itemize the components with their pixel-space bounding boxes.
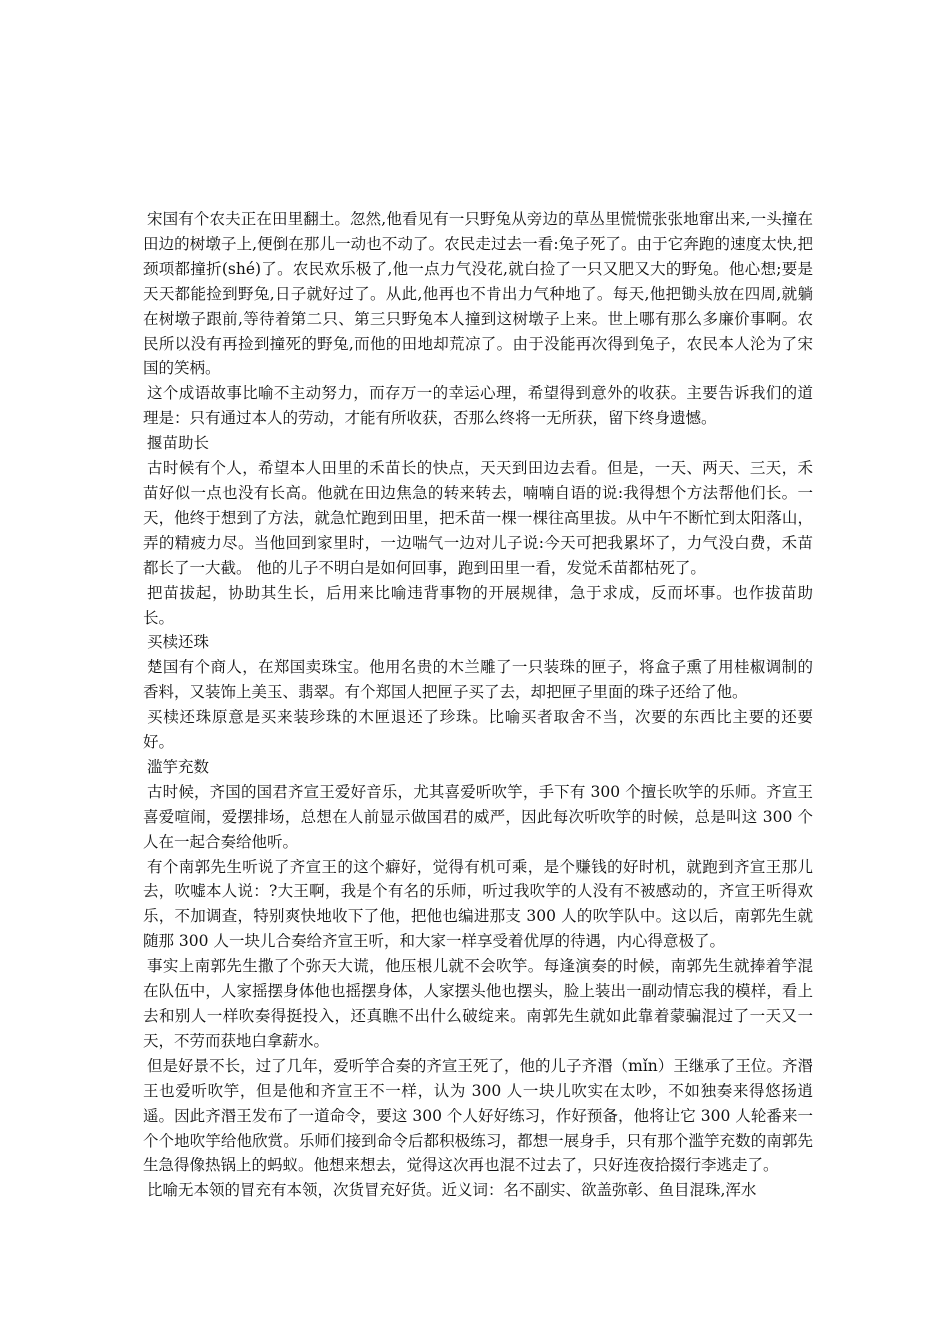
moral-paragraph-shouzhudaitu: 这个成语故事比喻不主动努力，而存万一的幸运心理，希望得到意外的收获。主要告诉我们的道理是：只有通过本人的劳动，才能有所收获，否那么终将一无所获，留下终身遗憾。 [143,384,813,428]
moral-paragraph-lanyuchongshu: 比喻无本领的冒充有本领，次货冒充好货。近义词：名不副实、欲盖弥彰、鱼目混珠,浑水 [147,1181,757,1200]
moral-paragraph-yamiaozhuzhang: 把苗拔起，协助其生长，后用来比喻违背事物的开展规律，急于求成，反而坏事。也作拔苗助长。 [143,583,813,627]
moral-paragraph-maiduhuanzhu: 买椟还珠原意是买来装珍珠的木匣退还了珍珠。比喻买者取舍不当，次要的东西比主要的还要好。 [143,708,813,752]
story-paragraph-maiduhuanzhu: 楚国有个商人，在郑国卖珠宝。他用名贵的木兰雕了一只装珠的匣子，将盒子熏了用桂椒调制的香料，又装饰上美玉、翡翠。有个郑国人把匣子买了去，却把匣子里面的珠子还给了他。 [143,658,813,702]
section-title-lanyuchongshu: 滥竽充数 [147,757,210,776]
story-paragraph-lanyuchongshu-3: 事实上南郭先生撒了个弥天大谎，他压根儿就不会吹竽。每逢演奏的时候，南郭先生就捧着竽混在队伍中，人家摇摆身体他也摇摆身体，人家摆头他也摆头，脸上装出一副动情忘我的模样，看上去和别人一样吹奏得挺投入，还真瞧不出什么破绽来。南郭先生就如此靠着蒙骗混过了一天又一天，不劳而获地白拿薪水。 [143,957,813,1050]
story-paragraph-lanyuchongshu-4: 但是好景不长，过了几年，爱听竽合奏的齐宣王死了，他的儿子齐湣（mǐn）王继承了王位。齐湣王也爱听吹竽，但是他和齐宣王不一样，认为 300 人一块儿吹实在太吵，不如独奏来得悠扬逍遥。因此齐湣王发布了一道命令，要这 300 个人好好练习，作好预备，他将让它 300 人轮番来一个个地吹竽给他欣赏。乐师们接到命令后都积极练习，都想一展身手，只有那个滥竽充数的南郭先生急得像热锅上的蚂蚁。他想来想去，觉得这次再也混不过去了，只好连夜拾掇行李逃走了。 [143,1056,813,1175]
section-title-yamiaozhuzhang: 揠苗助长 [147,434,210,453]
story-paragraph-shouzhudaitu: 宋国有个农夫正在田里翻土。忽然,他看见有一只野兔从旁边的草丛里慌慌张张地窜出来,一头撞在田边的树墩子上,便倒在那儿一动也不动了。农民走过去一看:兔子死了。由于它奔跑的速度太快,把颈项都撞折(shé)了。农民欢乐极了,他一点力气没花,就白捡了一只又肥又大的野兔。他心想;要是天天都能捡到野兔,日子就好过了。从此,他再也不肯出力气种地了。每天,他把锄头放在四周,就躺在树墩子跟前,等待着第二只、第三只野兔本人撞到这树墩子上来。世上哪有那么多廉价事啊。农民所以没有再捡到撞死的野兔,而他的田地却荒凉了。由于没能再次得到兔子，农民本人沦为了宋国的笑柄。 [143,210,813,378]
story-paragraph-lanyuchongshu-2: 有个南郭先生听说了齐宣王的这个癖好，觉得有机可乘，是个赚钱的好时机，就跑到齐宣王那儿去，吹嘘本人说：?大王啊，我是个有名的乐师，听过我吹竽的人没有不被感动的，齐宣王听得欢乐，不加调查，特别爽快地收下了他，把他也编进那支 300 人的吹竽队中。这以后，南郭先生就随那 300 人一块儿合奏给齐宣王听，和大家一样享受着优厚的待遇，内心得意极了。 [143,857,813,951]
story-paragraph-yamiaozhuzhang: 古时候有个人，希望本人田里的禾苗长的快点，天天到田边去看。但是，一天、两天、三天，禾苗好似一点也没有长高。他就在田边焦急的转来转去，喃喃自语的说:我得想个方法帮他们长。一天，他终于想到了方法，就急忙跑到田里，把禾苗一棵一棵往高里拔。从中午不断忙到太阳落山，弄的精疲力尽。当他回到家里时，一边喘气一边对儿子说:今天可把我累坏了，力气没白费，禾苗都长了一大截。 他的儿子不明白是如何回事，跑到田里一看，发觉禾苗都枯死了。 [143,459,813,577]
story-paragraph-lanyuchongshu-1: 古时候，齐国的国君齐宣王爱好音乐，尤其喜爱听吹竽，手下有 300 个擅长吹竽的乐师。齐宣王喜爱喧闹，爱摆排场，总想在人前显示做国君的威严，因此每次听吹竽的时候，总是叫这 300 个人在一起合奏给他听。 [143,782,813,851]
section-title-maiduhuanzhu: 买椟还珠 [147,633,210,652]
document-page [143,207,813,1203]
